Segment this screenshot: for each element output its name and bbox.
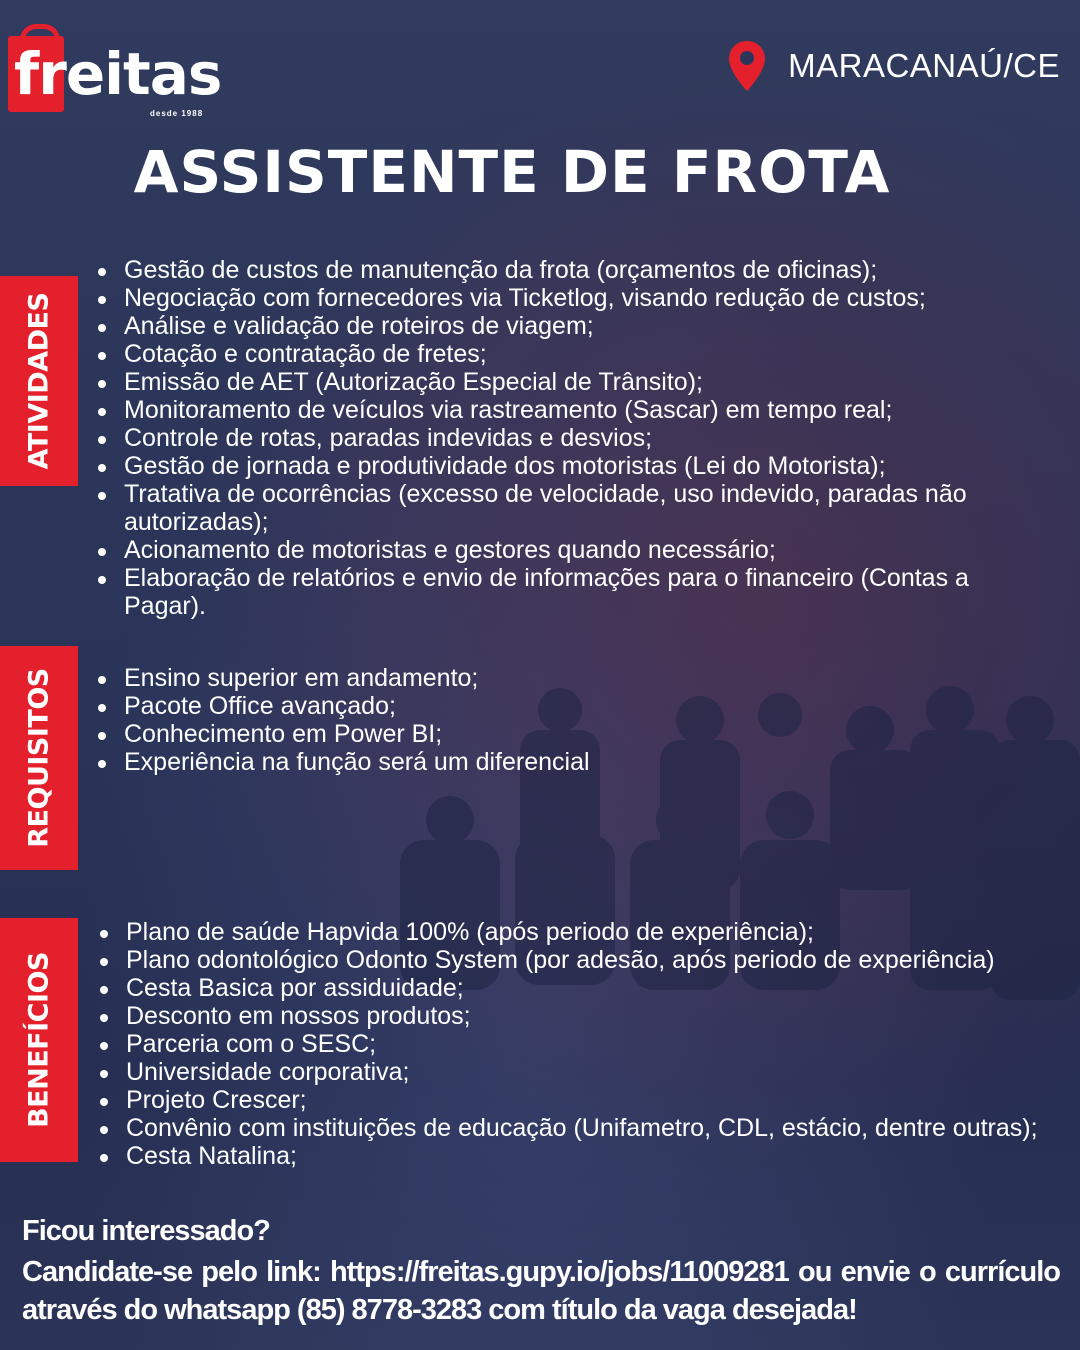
cta-body: Candidate-se pelo link: https://freitas.gupy.io/jobs/11009281 ou envie o currículo através do whatsapp (85) 8778-3283 com título da vaga desejada! — [22, 1256, 1060, 1326]
list-item: Negociação com fornecedores via Ticketlog, visando redução de custos; — [96, 284, 996, 312]
section-label-atividades: ATIVIDADES — [23, 292, 55, 470]
freitas-logo — [8, 14, 222, 118]
list-item: Gestão de custos de manutenção da frota (orçamentos de oficinas); — [96, 256, 996, 284]
section-label-beneficios: BENEFÍCIOS — [23, 952, 55, 1128]
list-item: Experiência na função será um diferencial — [96, 748, 996, 776]
section-tag-beneficios — [0, 918, 78, 1162]
list-item: Desconto em nossos produtos; — [98, 1002, 1078, 1030]
job-title: ASSISTENTE DE FROTA — [133, 138, 891, 206]
list-item: Controle de rotas, paradas indevidas e desvios; — [96, 424, 996, 452]
list-item: Cotação e contratação de fretes; — [96, 340, 996, 368]
logo-wordmark: freitas — [14, 40, 222, 108]
logo-tagline: desde 1988 — [150, 109, 204, 118]
list-item: Cesta Natalina; — [98, 1142, 1078, 1170]
list-item: Pacote Office avançado; — [96, 692, 996, 720]
list-item: Parceria com o SESC; — [98, 1030, 1078, 1058]
location — [728, 36, 1060, 96]
map-pin-icon — [728, 40, 766, 92]
section-tag-atividades — [0, 276, 78, 486]
list-item: Tratativa de ocorrências (excesso de velocidade, uso indevido, paradas não autorizadas); — [96, 480, 996, 536]
list-item: Elaboração de relatórios e envio de informações para o financeiro (Contas a Pagar). — [96, 564, 996, 620]
list-item: Emissão de AET (Autorização Especial de Trânsito); — [96, 368, 996, 396]
list-item: Acionamento de motoristas e gestores quando necessário; — [96, 536, 996, 564]
requisitos-list — [96, 664, 996, 776]
atividades-list — [96, 256, 996, 620]
list-item: Convênio com instituições de educação (Unifametro, CDL, estácio, dentre outras); — [98, 1114, 1078, 1142]
list-item: Gestão de jornada e produtividade dos motoristas (Lei do Motorista); — [96, 452, 996, 480]
list-item: Projeto Crescer; — [98, 1086, 1078, 1114]
list-item: Ensino superior em andamento; — [96, 664, 996, 692]
list-item: Plano de saúde Hapvida 100% (após periodo de experiência); — [98, 918, 1078, 946]
beneficios-list — [98, 918, 1078, 1170]
list-item: Conhecimento em Power BI; — [96, 720, 996, 748]
cta-heading: Ficou interessado? — [22, 1215, 270, 1247]
list-item: Universidade corporativa; — [98, 1058, 1078, 1086]
list-item: Cesta Basica por assiduidade; — [98, 974, 1078, 1002]
section-tag-requisitos — [0, 646, 78, 870]
section-label-requisitos: REQUISITOS — [23, 668, 55, 848]
location-text: MARACANAÚ/CE — [788, 47, 1060, 84]
list-item: Plano odontológico Odonto System (por adesão, após periodo de experiência) — [98, 946, 1078, 974]
list-item: Análise e validação de roteiros de viagem; — [96, 312, 996, 340]
list-item: Monitoramento de veículos via rastreamento (Sascar) em tempo real; — [96, 396, 996, 424]
